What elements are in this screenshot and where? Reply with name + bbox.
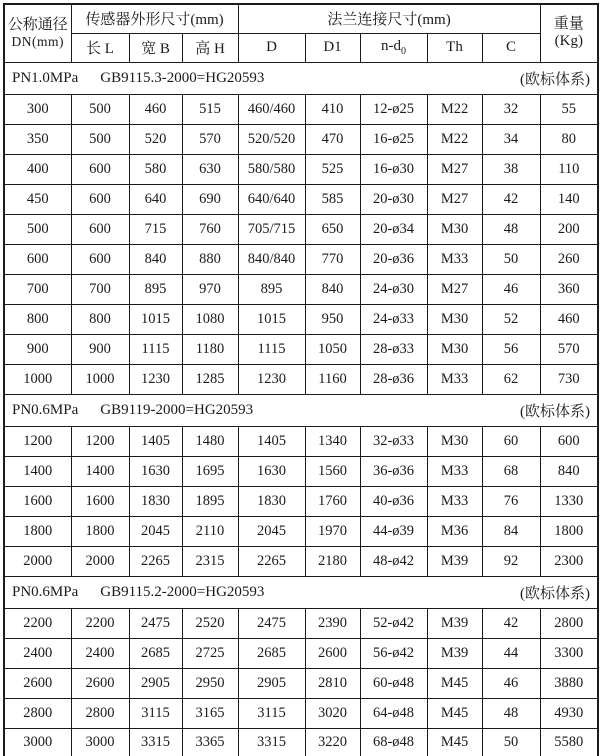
cell-flange-nd0: 16-ø25 [360, 124, 427, 154]
cell-weight: 5580 [540, 728, 598, 756]
cell-flange-d1: 1560 [305, 456, 360, 486]
cell-length-l: 900 [71, 334, 129, 364]
cell-height-h: 760 [182, 214, 238, 244]
cell-dn: 450 [4, 184, 71, 214]
cell-flange-c: 46 [482, 274, 540, 304]
cell-length-l: 500 [71, 94, 129, 124]
cell-flange-nd0: 24-ø30 [360, 274, 427, 304]
header-flange-connection-group: 法兰连接尺寸(mm) [238, 4, 540, 33]
cell-length-l: 1600 [71, 486, 129, 516]
cell-length-l: 2600 [71, 668, 129, 698]
cell-weight: 80 [540, 124, 598, 154]
section-header-row [4, 62, 598, 94]
cell-dn: 500 [4, 214, 71, 244]
cell-length-l: 1000 [71, 364, 129, 394]
cell-flange-d: 1230 [238, 364, 305, 394]
cell-weight: 4930 [540, 698, 598, 728]
header-sensor-dimensions-group: 传感器外形尺寸(mm) [71, 4, 238, 33]
cell-flange-nd0: 28-ø33 [360, 334, 427, 364]
standard-code: GB9115.3-2000=HG20593 [100, 69, 265, 86]
cell-flange-d: 2045 [238, 516, 305, 546]
cell-flange-c: 92 [482, 546, 540, 576]
cell-flange-c: 48 [482, 214, 540, 244]
cell-weight: 3300 [540, 638, 598, 668]
cell-height-h: 970 [182, 274, 238, 304]
cell-width-b: 2475 [129, 608, 182, 638]
cell-weight: 840 [540, 456, 598, 486]
cell-dn: 2400 [4, 638, 71, 668]
cell-flange-th: M33 [427, 364, 482, 394]
cell-height-h: 2315 [182, 546, 238, 576]
cell-flange-d1: 1340 [305, 426, 360, 456]
header-weight-cn: 重量 [553, 16, 584, 32]
cell-flange-nd0: 52-ø42 [360, 608, 427, 638]
cell-weight: 600 [540, 426, 598, 456]
cell-flange-nd0: 20-ø30 [360, 184, 427, 214]
header-width-b: 宽 B [129, 33, 182, 62]
cell-width-b: 460 [129, 94, 182, 124]
cell-height-h: 630 [182, 154, 238, 184]
cell-flange-th: M27 [427, 184, 482, 214]
cell-weight: 3880 [540, 668, 598, 698]
header-height-h: 高 H [182, 33, 238, 62]
cell-weight: 570 [540, 334, 598, 364]
cell-width-b: 580 [129, 154, 182, 184]
cell-flange-d: 2475 [238, 608, 305, 638]
cell-flange-d: 520/520 [238, 124, 305, 154]
cell-width-b: 2905 [129, 668, 182, 698]
cell-flange-d: 3315 [238, 728, 305, 756]
cell-length-l: 2400 [71, 638, 129, 668]
system-note: (欧标体系) [520, 403, 591, 420]
cell-flange-d1: 1160 [305, 364, 360, 394]
cell-dn: 1400 [4, 456, 71, 486]
header-flange-nd0-subscript: 0 [401, 46, 407, 57]
cell-weight: 730 [540, 364, 598, 394]
cell-flange-d1: 2180 [305, 546, 360, 576]
cell-flange-th: M30 [427, 214, 482, 244]
cell-dn: 350 [4, 124, 71, 154]
cell-flange-d: 1115 [238, 334, 305, 364]
header-row-groups [4, 4, 598, 33]
cell-flange-nd0: 36-ø36 [360, 456, 427, 486]
cell-flange-c: 60 [482, 426, 540, 456]
table-row [4, 274, 598, 304]
cell-width-b: 640 [129, 184, 182, 214]
cell-flange-c: 44 [482, 638, 540, 668]
table-row [4, 184, 598, 214]
cell-width-b: 3115 [129, 698, 182, 728]
cell-width-b: 895 [129, 274, 182, 304]
cell-flange-nd0: 12-ø25 [360, 94, 427, 124]
cell-flange-c: 76 [482, 486, 540, 516]
cell-flange-d: 840/840 [238, 244, 305, 274]
cell-flange-d1: 3220 [305, 728, 360, 756]
cell-flange-d1: 770 [305, 244, 360, 274]
cell-width-b: 1405 [129, 426, 182, 456]
cell-width-b: 520 [129, 124, 182, 154]
cell-weight: 110 [540, 154, 598, 184]
cell-flange-nd0: 20-ø36 [360, 244, 427, 274]
cell-flange-nd0: 40-ø36 [360, 486, 427, 516]
cell-height-h: 1080 [182, 304, 238, 334]
header-length-l: 长 L [71, 33, 129, 62]
cell-width-b: 840 [129, 244, 182, 274]
table-row [4, 638, 598, 668]
table-row [4, 546, 598, 576]
cell-dn: 2800 [4, 698, 71, 728]
standard-code: GB9119-2000=HG20593 [100, 401, 254, 418]
cell-height-h: 2950 [182, 668, 238, 698]
cell-dn: 800 [4, 304, 71, 334]
cell-width-b: 2685 [129, 638, 182, 668]
cell-flange-c: 52 [482, 304, 540, 334]
header-flange-d1: D1 [305, 33, 360, 62]
pressure-rating: PN1.0MPa [12, 69, 79, 86]
header-flange-nd0-main: n-d [381, 38, 402, 54]
cell-flange-d1: 585 [305, 184, 360, 214]
header-weight-unit: (Kg) [554, 33, 583, 50]
cell-flange-c: 56 [482, 334, 540, 364]
table-header [4, 4, 598, 62]
cell-length-l: 600 [71, 214, 129, 244]
cell-flange-d: 640/640 [238, 184, 305, 214]
cell-length-l: 1800 [71, 516, 129, 546]
cell-flange-d: 705/715 [238, 214, 305, 244]
cell-height-h: 880 [182, 244, 238, 274]
cell-dn: 1000 [4, 364, 71, 394]
header-nominal-diameter [4, 4, 71, 62]
table-row [4, 94, 598, 124]
cell-width-b: 715 [129, 214, 182, 244]
pressure-rating: PN0.6MPa [12, 401, 79, 418]
cell-width-b: 3315 [129, 728, 182, 756]
cell-weight: 360 [540, 274, 598, 304]
cell-width-b: 1015 [129, 304, 182, 334]
cell-flange-d1: 410 [305, 94, 360, 124]
cell-dn: 1800 [4, 516, 71, 546]
cell-flange-d1: 950 [305, 304, 360, 334]
cell-flange-d1: 840 [305, 274, 360, 304]
cell-flange-th: M39 [427, 638, 482, 668]
cell-flange-d: 1405 [238, 426, 305, 456]
cell-dn: 3000 [4, 728, 71, 756]
table-row [4, 486, 598, 516]
cell-flange-d1: 1760 [305, 486, 360, 516]
cell-flange-d1: 650 [305, 214, 360, 244]
cell-dn: 2000 [4, 546, 71, 576]
cell-weight: 2800 [540, 608, 598, 638]
cell-height-h: 570 [182, 124, 238, 154]
table-row [4, 668, 598, 698]
header-row-subcolumns [4, 33, 598, 62]
cell-flange-c: 68 [482, 456, 540, 486]
cell-length-l: 800 [71, 304, 129, 334]
section-header-cell [4, 394, 598, 426]
cell-length-l: 1400 [71, 456, 129, 486]
system-note: (欧标体系) [520, 71, 591, 88]
cell-flange-th: M33 [427, 486, 482, 516]
dimension-spec-table [3, 3, 599, 756]
section-header-cell [4, 576, 598, 608]
cell-flange-d: 1015 [238, 304, 305, 334]
cell-width-b: 2265 [129, 546, 182, 576]
cell-flange-d1: 2390 [305, 608, 360, 638]
cell-flange-th: M45 [427, 668, 482, 698]
table-row [4, 364, 598, 394]
table-row [4, 516, 598, 546]
cell-length-l: 2000 [71, 546, 129, 576]
cell-weight: 200 [540, 214, 598, 244]
header-nominal-diameter-cn: 公称通径 [7, 16, 68, 33]
cell-flange-th: M30 [427, 304, 482, 334]
table-row [4, 456, 598, 486]
table-row [4, 304, 598, 334]
cell-flange-nd0: 64-ø48 [360, 698, 427, 728]
cell-flange-c: 38 [482, 154, 540, 184]
cell-width-b: 1115 [129, 334, 182, 364]
cell-dn: 600 [4, 244, 71, 274]
cell-height-h: 2520 [182, 608, 238, 638]
cell-flange-c: 62 [482, 364, 540, 394]
cell-flange-th: M30 [427, 426, 482, 456]
cell-height-h: 1695 [182, 456, 238, 486]
cell-weight: 1330 [540, 486, 598, 516]
cell-dn: 1600 [4, 486, 71, 516]
cell-flange-c: 46 [482, 668, 540, 698]
cell-height-h: 1895 [182, 486, 238, 516]
cell-flange-th: M22 [427, 124, 482, 154]
cell-flange-nd0: 24-ø33 [360, 304, 427, 334]
system-note: (欧标体系) [520, 585, 591, 602]
cell-flange-nd0: 16-ø30 [360, 154, 427, 184]
table-row [4, 214, 598, 244]
cell-flange-th: M33 [427, 456, 482, 486]
cell-width-b: 1230 [129, 364, 182, 394]
table-row [4, 334, 598, 364]
cell-flange-nd0: 60-ø48 [360, 668, 427, 698]
cell-flange-d: 3115 [238, 698, 305, 728]
cell-flange-nd0: 32-ø33 [360, 426, 427, 456]
cell-height-h: 690 [182, 184, 238, 214]
cell-flange-th: M36 [427, 516, 482, 546]
table-body [4, 62, 598, 756]
cell-flange-d: 2265 [238, 546, 305, 576]
cell-length-l: 700 [71, 274, 129, 304]
cell-flange-d1: 2600 [305, 638, 360, 668]
cell-flange-c: 42 [482, 184, 540, 214]
cell-weight: 2300 [540, 546, 598, 576]
section-header-cell [4, 62, 598, 94]
cell-flange-c: 50 [482, 728, 540, 756]
cell-flange-nd0: 56-ø42 [360, 638, 427, 668]
cell-width-b: 2045 [129, 516, 182, 546]
cell-weight: 260 [540, 244, 598, 274]
cell-dn: 2600 [4, 668, 71, 698]
cell-height-h: 1285 [182, 364, 238, 394]
cell-height-h: 1180 [182, 334, 238, 364]
cell-flange-d: 580/580 [238, 154, 305, 184]
cell-height-h: 3165 [182, 698, 238, 728]
header-flange-d: D [238, 33, 305, 62]
table-row [4, 608, 598, 638]
table-row [4, 728, 598, 756]
cell-length-l: 600 [71, 154, 129, 184]
cell-flange-c: 42 [482, 608, 540, 638]
pressure-rating: PN0.6MPa [12, 583, 79, 600]
standard-code: GB9115.2-2000=HG20593 [100, 583, 265, 600]
cell-height-h: 2725 [182, 638, 238, 668]
cell-flange-nd0: 44-ø39 [360, 516, 427, 546]
cell-width-b: 1630 [129, 456, 182, 486]
cell-weight: 55 [540, 94, 598, 124]
table-row [4, 698, 598, 728]
cell-flange-d: 2685 [238, 638, 305, 668]
cell-flange-nd0: 20-ø34 [360, 214, 427, 244]
cell-flange-d1: 2810 [305, 668, 360, 698]
cell-flange-d1: 1970 [305, 516, 360, 546]
cell-length-l: 500 [71, 124, 129, 154]
table-row [4, 426, 598, 456]
cell-flange-th: M33 [427, 244, 482, 274]
cell-flange-th: M45 [427, 698, 482, 728]
header-nominal-diameter-unit: DN(mm) [11, 34, 64, 50]
cell-length-l: 600 [71, 184, 129, 214]
cell-flange-nd0: 48-ø42 [360, 546, 427, 576]
cell-flange-d: 1630 [238, 456, 305, 486]
cell-flange-d: 895 [238, 274, 305, 304]
cell-flange-th: M39 [427, 608, 482, 638]
cell-flange-th: M30 [427, 334, 482, 364]
cell-flange-c: 84 [482, 516, 540, 546]
cell-dn: 400 [4, 154, 71, 184]
cell-height-h: 1480 [182, 426, 238, 456]
cell-height-h: 2110 [182, 516, 238, 546]
cell-weight: 1800 [540, 516, 598, 546]
section-header-row [4, 576, 598, 608]
cell-dn: 900 [4, 334, 71, 364]
cell-height-h: 515 [182, 94, 238, 124]
header-flange-nd0 [360, 33, 427, 62]
section-header-row [4, 394, 598, 426]
cell-flange-c: 34 [482, 124, 540, 154]
header-flange-c: C [482, 33, 540, 62]
cell-flange-nd0: 28-ø36 [360, 364, 427, 394]
cell-flange-th: M27 [427, 274, 482, 304]
cell-flange-d: 460/460 [238, 94, 305, 124]
cell-flange-d1: 525 [305, 154, 360, 184]
cell-dn: 2200 [4, 608, 71, 638]
table-row [4, 124, 598, 154]
cell-dn: 700 [4, 274, 71, 304]
cell-flange-d: 2905 [238, 668, 305, 698]
cell-dn: 1200 [4, 426, 71, 456]
table-row [4, 244, 598, 274]
header-weight [540, 4, 598, 62]
cell-flange-c: 50 [482, 244, 540, 274]
cell-flange-c: 48 [482, 698, 540, 728]
cell-length-l: 3000 [71, 728, 129, 756]
cell-flange-nd0: 68-ø48 [360, 728, 427, 756]
cell-dn: 300 [4, 94, 71, 124]
cell-flange-th: M39 [427, 546, 482, 576]
cell-flange-d1: 1050 [305, 334, 360, 364]
cell-flange-d1: 3020 [305, 698, 360, 728]
cell-weight: 140 [540, 184, 598, 214]
cell-flange-d: 1830 [238, 486, 305, 516]
cell-length-l: 2800 [71, 698, 129, 728]
cell-weight: 460 [540, 304, 598, 334]
cell-width-b: 1830 [129, 486, 182, 516]
cell-flange-th: M45 [427, 728, 482, 756]
cell-height-h: 3365 [182, 728, 238, 756]
cell-length-l: 600 [71, 244, 129, 274]
cell-flange-th: M22 [427, 94, 482, 124]
cell-flange-c: 32 [482, 94, 540, 124]
table-row [4, 154, 598, 184]
cell-flange-d1: 470 [305, 124, 360, 154]
cell-flange-th: M27 [427, 154, 482, 184]
cell-length-l: 1200 [71, 426, 129, 456]
cell-length-l: 2200 [71, 608, 129, 638]
header-flange-th: Th [427, 33, 482, 62]
